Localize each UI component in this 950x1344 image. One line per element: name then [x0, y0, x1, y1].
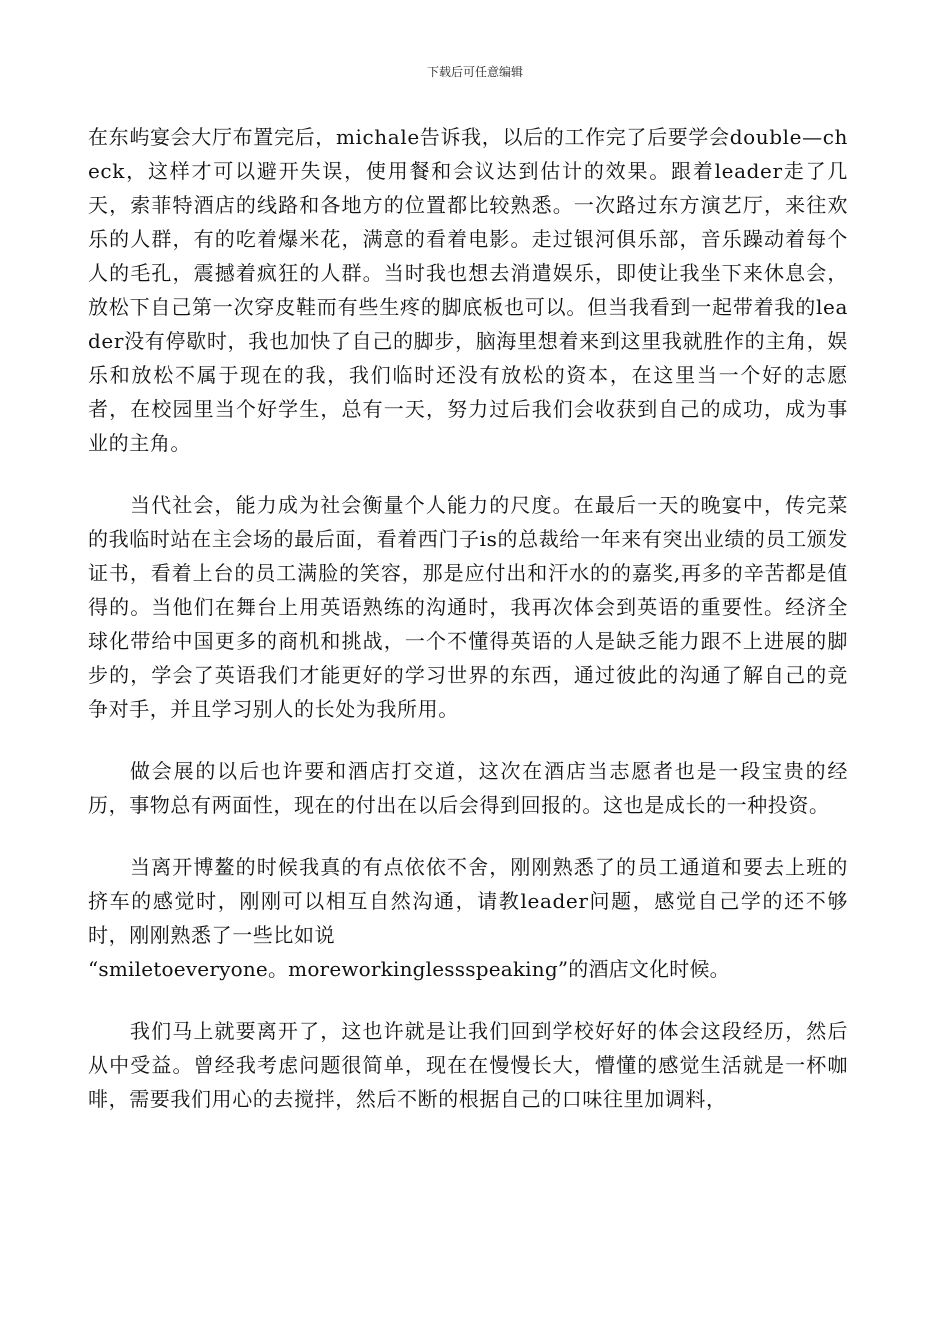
document-body: [88, 120, 848, 1144]
paragraph-1: 在东屿宴会大厅布置完后，michale告诉我，以后的工作完了后要学会double—check，这样才可以避开失误，使用餐和会议达到估计的效果。跟着leader走了几天，索菲特酒店的线路和各地方的位置都比较熟悉。一次路过东方演艺厅，来往欢乐的人群，有的吃着爆米花，满意的看着电影。走过银河俱乐部，音乐躁动着每个人的毛孔，震撼着疯狂的人群。当时我也想去消遣娱乐，即使让我坐下来休息会，放松下自己第一次穿皮鞋而有些生疼的脚底板也可以。但当我看到一起带着我的leader没有停歇时，我也加快了自己的脚步，脑海里想着来到这里我就胜作的主角，娱乐和放松不属于现在的我，我们临时还没有放松的资本，在这里当一个好的志愿者，在校园里当个好学生，总有一天，努力过后我们会收获到自己的成功，成为事业的主角。: [88, 125, 848, 455]
paragraph-3: 做会展的以后也许要和酒店打交道，这次在酒店当志愿者也是一段宝贵的经历，事物总有两面性，现在的付出在以后会得到回报的。这也是成长的一种投资。: [88, 759, 848, 817]
paragraph-5: 我们马上就要离开了，这也许就是让我们回到学校好好的体会这段经历，然后从中受益。曾经我考虑问题很简单，现在在慢慢长大，懵懂的感觉生活就是一杯咖啡，需要我们用心的去搅拌，然后不断的根据自己的口味往里加调料，: [88, 1019, 848, 1111]
page-header: 下载后可任意编辑: [426, 65, 523, 79]
paragraph-4-continuation: “smiletoeveryone。moreworkinglessspeaking”的酒店文化时候。: [88, 957, 730, 981]
paragraph-4: 当离开博鳌的时候我真的有点依依不舍，刚刚熟悉了的员工通道和要去上班的挤车的感觉时，刚刚可以相互自然沟通，请教leader问题，感觉自己学的还不够时，刚刚熟悉了一些比如说: [88, 855, 848, 947]
paragraph-2: 当代社会，能力成为社会衡量个人能力的尺度。在最后一天的晚宴中，传完菜的我临时站在主会场的最后面，看着西门子is的总裁给一年来有突出业绩的员工颁发证书，看着上台的员工满脸的笑容，那是应付出和汗水的的嘉奖,再多的辛苦都是值得的。当他们在舞台上用英语熟练的沟通时，我再次体会到英语的重要性。经济全球化带给中国更多的商机和挑战，一个不懂得英语的人是缺乏能力跟不上进展的脚步的，学会了英语我们才能更好的学习世界的东西，通过彼此的沟通了解自己的竞争对手，并且学习别人的长处为我所用。: [88, 493, 848, 721]
